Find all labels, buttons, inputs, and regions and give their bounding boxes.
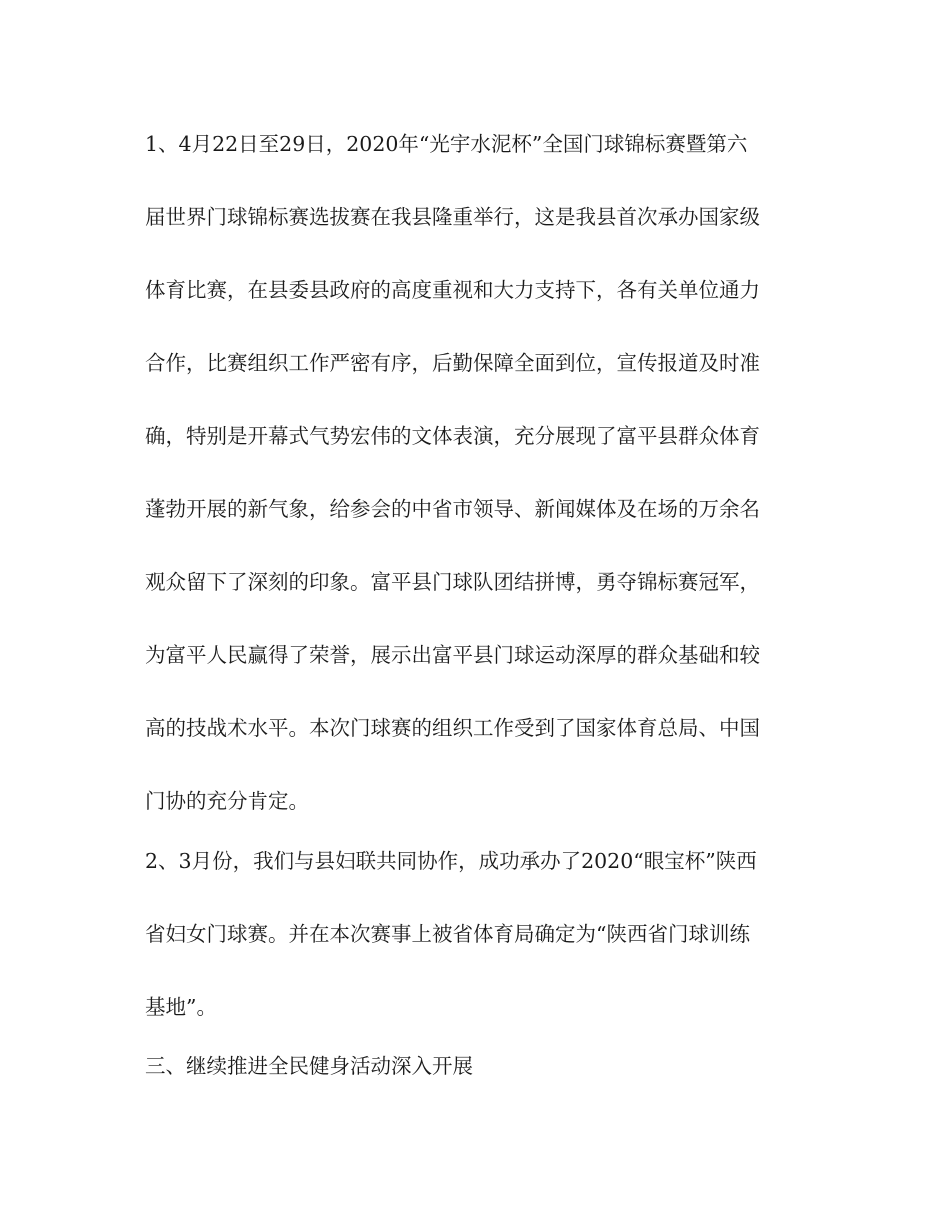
paragraph-2-line-1: 2、3月份，我们与县妇联共同协作，成功承办了2020“眼宝杯”陕西 xyxy=(145,849,757,873)
paragraph-1-line-7: 观众留下了深刻的印象。富平县门球队团结拼博，勇夺锦标赛冠军， xyxy=(145,570,760,594)
paragraph-1-line-4: 合作，比赛组织工作严密有序，后勤保障全面到位，宣传报道及时准 xyxy=(145,351,760,375)
paragraph-1-line-5: 确，特别是开幕式气势宏伟的文体表演，充分展现了富平县群众体育 xyxy=(145,424,760,448)
paragraph-1-line-2: 届世界门球锦标赛选拔赛在我县隆重举行，这是我县首次承办国家级 xyxy=(145,205,760,229)
paragraph-2-line-3: 基地”。 xyxy=(145,995,217,1019)
section-heading: 三、继续推进全民健身活动深入开展 xyxy=(145,1054,473,1078)
paragraph-1-line-10: 门协的充分肯定。 xyxy=(145,789,309,813)
paragraph-2-line-2: 省妇女门球赛。并在本次赛事上被省体育局确定为“陕西省门球训练 xyxy=(145,922,750,946)
paragraph-1-line-6: 蓬勃开展的新气象，给参会的中省市领导、新闻媒体及在场的万余名 xyxy=(145,497,760,521)
paragraph-1-line-1: 1、4月22日至29日，2020年“光宇水泥杯”全国门球锦标赛暨第六 xyxy=(145,132,748,156)
paragraph-1-line-9: 高的技战术水平。本次门球赛的组织工作受到了国家体育总局、中国 xyxy=(145,716,760,740)
paragraph-1-line-3: 体育比赛，在县委县政府的高度重视和大力支持下，各有关单位通力 xyxy=(145,278,760,302)
paragraph-1-line-8: 为富平人民赢得了荣誉，展示出富平县门球运动深厚的群众基础和较 xyxy=(145,643,760,667)
